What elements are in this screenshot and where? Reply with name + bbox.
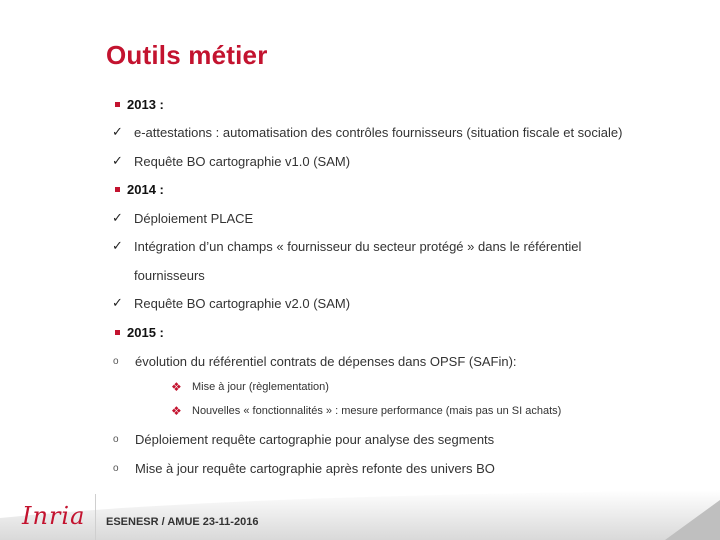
footer-text: ESENESR / AMUE 23-11-2016 <box>106 516 259 528</box>
year-heading: 2015 : <box>127 324 164 340</box>
footer-band <box>0 490 720 540</box>
list-item-text: Déploiement requête cartographie pour analyse des segments <box>135 431 495 447</box>
bullet-circle-icon: o <box>113 355 119 367</box>
list-item <box>112 151 350 171</box>
bullet-square-icon <box>115 187 120 192</box>
list-item-text: Mise à jour requête cartographie après refonte des univers BO <box>135 460 495 476</box>
list-item <box>114 322 164 342</box>
list-item-text: Nouvelles « fonctionnalités » : mesure performance (mais pas un SI achats) <box>192 405 562 417</box>
list-item <box>112 122 622 142</box>
list-item-text: Déploiement PLACE <box>134 210 254 226</box>
check-icon: ✓ <box>112 295 123 311</box>
list-item <box>112 208 253 228</box>
list-item <box>114 94 164 114</box>
check-icon: ✓ <box>112 210 123 226</box>
check-icon: ✓ <box>112 124 123 140</box>
list-item-text: Intégration d’un champs « fournisseur du secteur protégé » dans le référentiel <box>134 238 582 254</box>
bullet-square-icon <box>115 330 120 335</box>
inria-logo: Inria <box>22 502 86 530</box>
list-item-text: évolution du référentiel contrats de dépenses dans OPSF (SAFin): <box>135 353 517 369</box>
bullet-circle-icon: o <box>113 433 119 445</box>
list-item <box>112 293 350 313</box>
check-icon: ✓ <box>112 153 123 169</box>
list-item-text: Mise à jour (règlementation) <box>192 381 329 393</box>
list-item <box>113 351 517 371</box>
bullet-diamond-icon: ❖ <box>171 404 182 418</box>
list-item <box>113 429 494 449</box>
year-heading: 2013 : <box>127 96 164 112</box>
list-item <box>113 458 495 478</box>
page-title: Outils métier <box>106 40 268 70</box>
list-item-text: Requête BO cartographie v1.0 (SAM) <box>134 153 351 169</box>
list-item-text: e-attestations : automatisation des contrôles fournisseurs (situation fiscale et sociale) <box>134 124 623 140</box>
list-item <box>112 236 581 256</box>
list-item-text: fournisseurs <box>134 267 205 283</box>
footer-divider <box>95 494 96 540</box>
bullet-diamond-icon: ❖ <box>171 380 182 394</box>
list-item <box>114 179 164 199</box>
bullet-circle-icon: o <box>113 462 119 474</box>
list-item <box>171 401 561 421</box>
bullet-square-icon <box>115 102 120 107</box>
list-item-text: Requête BO cartographie v2.0 (SAM) <box>134 295 351 311</box>
list-item <box>134 265 205 285</box>
list-item <box>171 377 329 397</box>
check-icon: ✓ <box>112 238 123 254</box>
year-heading: 2014 : <box>127 181 164 197</box>
